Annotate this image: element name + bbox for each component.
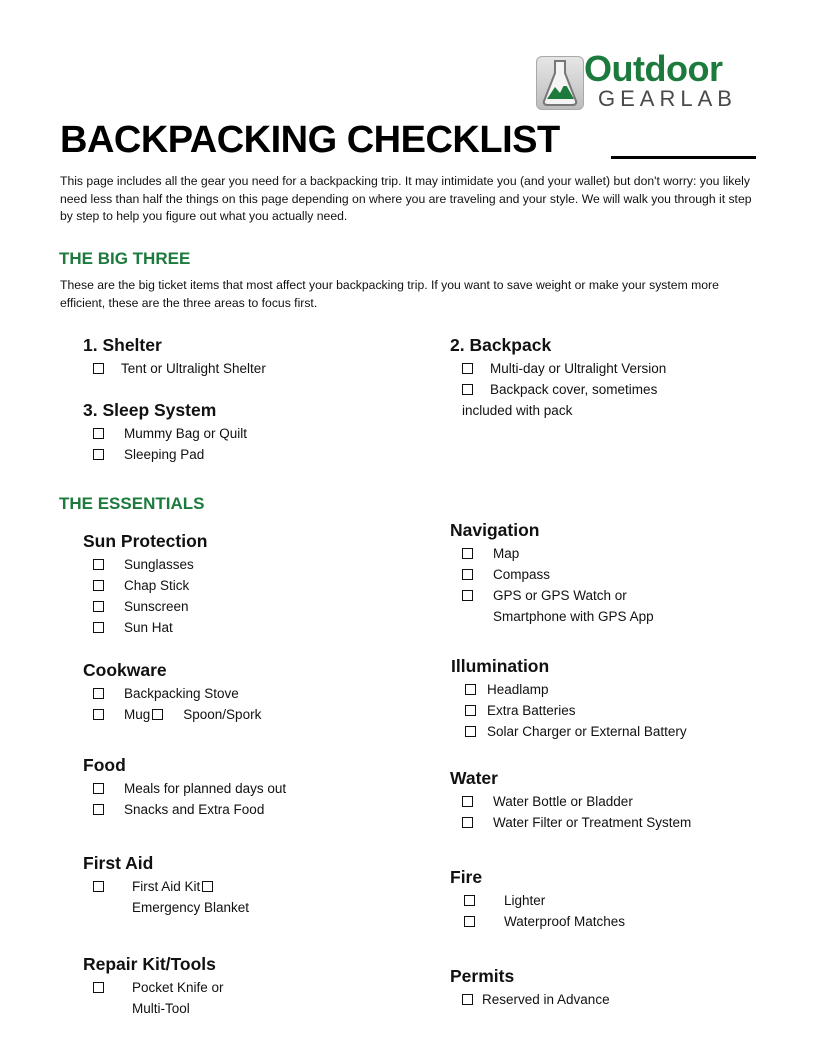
big-three-description: These are the big ticket items that most affect your backpacking trip. If you want to save weight or make your system more efficient, these are the three areas to focus first. xyxy=(60,278,719,310)
checklist-item: Backpacking Stove xyxy=(93,683,413,704)
repair-kit-group xyxy=(83,953,403,1019)
cookware-title: Cookware xyxy=(83,660,167,680)
fire-title: Fire xyxy=(450,867,483,887)
checklist-item-continuation: included with pack xyxy=(462,403,573,418)
checklist-item: Headlamp xyxy=(465,679,785,700)
checklist-item: Solar Charger or External Battery xyxy=(465,721,785,742)
title-underline xyxy=(611,156,756,159)
food-group xyxy=(83,754,403,820)
sleep-system-title: 3. Sleep System xyxy=(83,400,217,420)
food-title: Food xyxy=(83,755,126,775)
checkbox[interactable] xyxy=(93,688,104,699)
permits-group xyxy=(450,965,770,1010)
sun-protection-title: Sun Protection xyxy=(83,531,208,551)
flask-mountain-icon xyxy=(536,56,584,110)
checklist-item: Water Filter or Treatment System xyxy=(462,812,782,833)
backpack-title: 2. Backpack xyxy=(450,335,552,355)
checklist-item: Compass xyxy=(462,564,782,585)
logo-word-outdoor: Outdoor xyxy=(584,48,723,89)
logo-word-gearlab: GEARLAB xyxy=(598,86,737,111)
first-aid-title: First Aid xyxy=(83,853,154,873)
checklist-item: Chap Stick xyxy=(93,575,413,596)
checkbox[interactable] xyxy=(462,363,473,374)
checkbox[interactable] xyxy=(93,622,104,633)
shelter-group xyxy=(83,334,403,379)
checkbox[interactable] xyxy=(93,580,104,591)
permits-title: Permits xyxy=(450,966,515,986)
checkbox[interactable] xyxy=(462,796,473,807)
checkbox[interactable] xyxy=(93,428,104,439)
checklist-item: Sunscreen xyxy=(93,596,413,617)
backpack-group xyxy=(450,334,770,421)
checklist-item: Backpack cover, sometimes xyxy=(462,379,782,400)
checklist-item: Water Bottle or Bladder xyxy=(462,791,782,812)
checkbox[interactable] xyxy=(93,783,104,794)
checkbox[interactable] xyxy=(93,559,104,570)
checkbox[interactable] xyxy=(93,881,104,892)
checkbox[interactable] xyxy=(93,363,104,374)
water-group xyxy=(450,767,770,833)
first-aid-group xyxy=(83,852,403,918)
checklist-item: Reserved in Advance xyxy=(462,989,782,1010)
essentials-heading: THE ESSENTIALS xyxy=(59,494,205,513)
checkbox[interactable] xyxy=(465,684,476,695)
checkbox[interactable] xyxy=(465,726,476,737)
checklist-item: Sleeping Pad xyxy=(93,444,413,465)
checklist-item: Multi-day or Ultralight Version xyxy=(462,358,782,379)
checklist-item: Mummy Bag or Quilt xyxy=(93,423,413,444)
navigation-group xyxy=(450,519,770,627)
checklist-item: Tent or Ultralight Shelter xyxy=(93,358,413,379)
checklist-item: Snacks and Extra Food xyxy=(93,799,413,820)
checklist-item: Pocket Knife or xyxy=(93,977,413,998)
checklist-item: Sunglasses xyxy=(93,554,413,575)
shelter-title: 1. Shelter xyxy=(83,335,162,355)
intro-paragraph: This page includes all the gear you need for a backpacking trip. It may intimidate you (and your wallet) but don't worry: you likely need less than half the things on this page depending on where you are traveling and your style. We will walk you through it step by step to help you figure out what you actually need. xyxy=(60,174,752,223)
water-title: Water xyxy=(450,768,498,788)
repair-kit-title: Repair Kit/Tools xyxy=(83,954,216,974)
checklist-item-continuation: Smartphone with GPS App xyxy=(493,609,654,624)
big-three-heading: THE BIG THREE xyxy=(59,249,191,268)
checklist-item: Extra Batteries xyxy=(465,700,785,721)
illumination-title: Illumination xyxy=(451,656,550,676)
checkbox[interactable] xyxy=(462,548,473,559)
checklist-item: Mug Spoon/Spork xyxy=(93,704,413,725)
illumination-group xyxy=(451,655,771,742)
checkbox[interactable] xyxy=(202,881,213,892)
fire-group xyxy=(450,866,770,932)
checkbox[interactable] xyxy=(462,590,473,601)
page-title: BACKPACKING CHECKLIST xyxy=(60,119,560,161)
checklist-item: GPS or GPS Watch or xyxy=(462,585,782,606)
checkbox[interactable] xyxy=(462,994,473,1005)
checklist-item-continuation: Emergency Blanket xyxy=(132,900,250,915)
checklist-item-continuation: Multi-Tool xyxy=(132,1001,190,1016)
navigation-title: Navigation xyxy=(450,520,540,540)
checklist-item: Map xyxy=(462,543,782,564)
checkbox[interactable] xyxy=(464,916,475,927)
sleep-system-group xyxy=(83,399,403,465)
checklist-item: Lighter xyxy=(464,890,784,911)
checkbox[interactable] xyxy=(93,804,104,815)
checkbox[interactable] xyxy=(152,709,163,720)
checklist-item: Waterproof Matches xyxy=(464,911,784,932)
checklist-item: Meals for planned days out xyxy=(93,778,413,799)
cookware-group xyxy=(83,659,403,725)
sun-protection-group xyxy=(83,530,403,638)
checkbox[interactable] xyxy=(93,601,104,612)
checkbox[interactable] xyxy=(464,895,475,906)
checkbox[interactable] xyxy=(465,705,476,716)
checkbox[interactable] xyxy=(462,384,473,395)
checkbox[interactable] xyxy=(462,569,473,580)
checkbox[interactable] xyxy=(462,817,473,828)
checkbox[interactable] xyxy=(93,982,104,993)
checkbox[interactable] xyxy=(93,709,104,720)
checklist-item: First Aid Kit xyxy=(93,876,413,897)
outdoorgearlab-logo xyxy=(536,48,760,114)
checkbox[interactable] xyxy=(93,449,104,460)
checklist-item: Sun Hat xyxy=(93,617,413,638)
